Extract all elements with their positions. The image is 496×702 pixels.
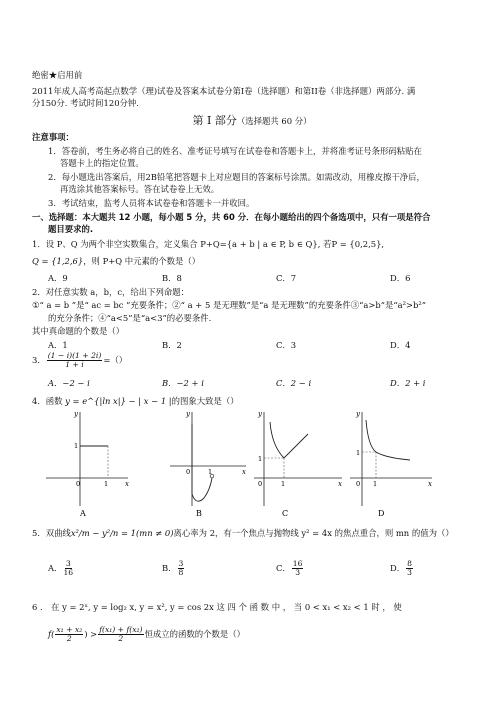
svg-text:y: y [356, 410, 360, 418]
q3-prefix: 3． [32, 354, 46, 365]
q5-stem [32, 528, 454, 539]
svg-text:x: x [428, 480, 432, 488]
notes-heading: 注意事项： [32, 132, 74, 142]
q3-numerator: (1 − i)(1 + 2i) [47, 351, 102, 360]
graph-a [46, 410, 129, 518]
q3-stem [32, 352, 127, 369]
q5-option-c-num: 16 [292, 559, 303, 568]
graph-d [350, 410, 432, 518]
q6-suffix: 恒成立的函数的个数是（） [144, 628, 246, 639]
svg-text:1: 1 [281, 480, 286, 488]
note-2b: 再选涂其他答案标号。答在试卷卷上无效。 [60, 184, 220, 194]
svg-text:1: 1 [104, 480, 109, 488]
q6-lhs: f( [48, 628, 55, 639]
q4-graphs [32, 406, 472, 520]
svg-text:y: y [74, 410, 78, 418]
q1-set-q: Q = {1,2,6} [32, 256, 84, 266]
svg-text:1: 1 [373, 480, 378, 488]
graph-c-curve [270, 422, 308, 458]
svg-text:0: 0 [76, 480, 81, 488]
q5-option-d [390, 560, 414, 577]
q5-equation: x²/m − y²/n = 1(mn ≠ 0) [70, 528, 174, 538]
q3-suffix: =（） [103, 354, 128, 365]
q1-option-a: A．9 [48, 273, 68, 283]
intro-line-2: 分150分. 考试时间120分钟. [32, 98, 139, 108]
graph-a-label: A [80, 509, 86, 518]
q2-option-b: B．2 [162, 340, 182, 350]
q3-option-c: C．2 − i [276, 378, 312, 388]
q6-lhs-den: 2 [66, 633, 72, 643]
q1-option-d: D．6 [390, 273, 411, 283]
svg-text:y: y [258, 410, 262, 418]
q6-line-1: 6 ． 在 y = 2ˣ, y = log₂ x, y = x², y = cos 2x 这 四 个 函 数 中 ， 当 0 < x₁ < x₂ < 1 时 ， 使 [32, 602, 402, 612]
graph-c-label: C [282, 509, 289, 518]
q6-rhs-den: 2 [118, 633, 124, 643]
section-title-main: 第 I 部分 [192, 114, 237, 127]
graph-d-curve [366, 420, 410, 460]
note-2a: 2．每小题选出答案后，用2B铅笔把答题卡上对应题目的答案标号涂黑。如需改动，用橡皮擦干净后， [48, 172, 425, 182]
q2-option-d: D．4 [390, 340, 411, 350]
q4-formula: y = e^{|ln x|} − | x − 1 | [65, 396, 172, 406]
q5-option-b [162, 560, 185, 577]
q2-line-2: ①“ a = b ”是“ ac = bc ”充要条件；②“ a + 5 是无理数”是“a 是无理数”的充要条件③“a>b”是“a²>b²” [32, 300, 427, 310]
intro-line-1: 2011年成人高考高起点数学（理)试卷及答案本试卷分第I卷（选择题）和第II卷（非选择题）两部分. 满 [32, 86, 416, 96]
svg-text:x: x [242, 468, 246, 476]
section-title [32, 114, 472, 128]
q5-option-a-num: 3 [65, 559, 71, 568]
svg-text:y: y [186, 410, 190, 418]
part1-line-1: 一、选择题：本大题共 12 小题，每小题 5 分，共 60 分．在每小题给出的四个备选项中，只有一项是符合 [32, 212, 431, 222]
q5-option-a-den: 16 [63, 567, 74, 577]
graph-b [170, 410, 246, 518]
q5-text: 离心率为 2，有一个焦点与抛物线 y² = 4x 的焦点重合，则 mn 的值为（） [173, 528, 454, 538]
note-1b: 答题卡上的指定位置。 [60, 158, 144, 168]
q2-line-1: 2．对任意实数 a，b，c，给出下列命题： [32, 287, 190, 297]
q6-rhs-num: f(x₁) + f(x₂) [99, 625, 143, 634]
svg-text:1: 1 [74, 442, 79, 450]
q1-option-c: C．7 [276, 273, 297, 283]
note-3: 3．考试结束，监考人员将本试卷卷和答题卡一并收回。 [48, 198, 255, 208]
graph-c [254, 410, 342, 518]
q5-option-a [48, 560, 74, 577]
q5-option-b-den: 8 [178, 567, 184, 577]
q6-mid: ) > [84, 628, 98, 639]
svg-text:1: 1 [258, 455, 263, 463]
q6-rhs-fraction [98, 626, 143, 643]
q1-option-b: B．8 [162, 273, 182, 283]
svg-text:x: x [125, 480, 129, 488]
q3-option-d: D．2 + i [390, 378, 426, 388]
q3-option-b: B．−2 + i [162, 378, 204, 388]
q5-option-d-den: 3 [407, 567, 412, 577]
graph-d-label: D [378, 509, 385, 518]
q5-option-c [276, 560, 304, 577]
q3-denominator: 1 + i [65, 359, 84, 369]
svg-text:0: 0 [186, 468, 191, 476]
q3-fraction [47, 352, 103, 369]
graph-b-curve [192, 424, 212, 501]
q2-option-c: C．3 [276, 340, 297, 350]
q5-prefix: 5．双曲线 [32, 528, 71, 538]
section-subtitle: （选择题共 60 分） [236, 116, 312, 126]
q4-suffix: 的图象大致是（） [171, 396, 239, 406]
q1-question: ，则 P+Q 中元素的个数是（） [83, 256, 201, 266]
q2-line-3: 的充分条件；④“a<5”是“a<3”的必要条件. [48, 313, 212, 323]
svg-text:1: 1 [208, 468, 213, 476]
svg-text:1: 1 [356, 449, 361, 457]
q5-option-c-label: C． [276, 562, 291, 573]
q2-line-4: 其中真命题的个数是（） [32, 326, 125, 336]
graph-b-label: B [196, 509, 202, 518]
q4-prefix: 4．函数 [32, 396, 66, 406]
part1-line-2: 题目要求的. [48, 224, 94, 234]
secret-mark: 绝密★启用前 [32, 70, 83, 80]
q5-option-c-den: 3 [295, 567, 301, 577]
q5-option-d-num: 8 [407, 559, 412, 568]
svg-text:x: x [338, 480, 342, 488]
q6-line-2 [48, 626, 245, 643]
q6-lhs-num: x₁ + x₂ [56, 625, 83, 634]
q5-option-a-label: A． [48, 562, 63, 573]
q1-line-1: 1．设 P、Q 为两个非空实数集合，定义集合 P+Q={a + b | a ∈ P, b ∈ Q}, 若P = {0,2,5}, [32, 239, 385, 249]
q4-stem [32, 396, 239, 407]
svg-text:0: 0 [258, 480, 263, 488]
note-1a: 1．答卷前，考生务必将自己的姓名、准考证号填写在试卷卷和答题卡上，并将准考证号条形码粘贴在 [48, 146, 422, 156]
svg-text:0: 0 [356, 480, 361, 488]
q5-option-b-num: 3 [178, 559, 184, 568]
q5-option-b-label: B． [162, 562, 177, 573]
q6-lhs-fraction [55, 626, 83, 643]
q1-line-2 [32, 256, 200, 267]
q2-option-a: A．1 [48, 340, 68, 350]
q5-option-d-label: D． [390, 562, 406, 573]
q3-option-a: A．−2 − i [48, 378, 90, 388]
